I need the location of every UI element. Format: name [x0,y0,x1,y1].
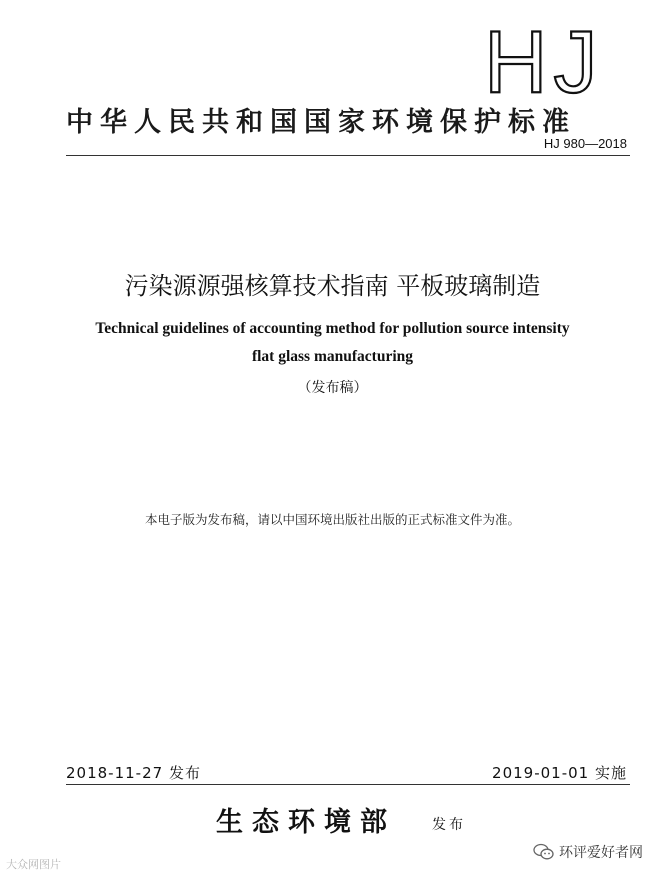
implementation-date: 2019-01-01 实施 [492,764,627,782]
hj-logo-letters: HJ [484,24,604,98]
document-title-chinese: 污染源源强核算技术指南 平板玻璃制造 [124,272,541,300]
watermark-right [533,842,643,862]
edition-notice: 本电子版为发布稿，请以中国环境出版社出版的正式标准文件为准。 [144,512,520,527]
issuing-ministry: 生态环境部 [216,807,396,838]
document-title-english-line1: Technical guidelines of accounting method for pollution source intensity [95,320,570,337]
national-standard-title: 中华人民共和国国家环境保护标准 [66,107,576,138]
hj-logo [484,24,618,98]
watermark-left [6,856,61,872]
issued-label: 发布 [432,817,466,833]
watermark-right-text: 环评爱好者网 [559,845,643,861]
header-divider [66,155,630,156]
watermark-left-text: 大众网图片 [6,858,61,871]
document-title-english-line2: flat glass manufacturing [251,348,414,365]
draft-label: （发布稿） [297,380,368,396]
standard-code: HJ 980—2018 [543,136,627,151]
issue-date: 2018-11-27 发布 [66,764,201,782]
wechat-icon [533,843,555,861]
footer-divider [66,784,630,785]
